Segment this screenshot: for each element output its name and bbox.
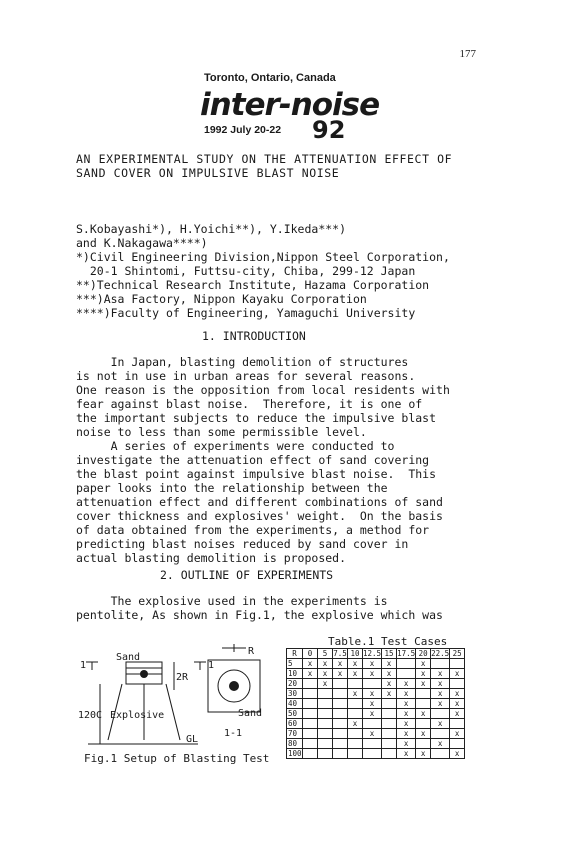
- table-cell: [431, 729, 450, 739]
- table-cell: [416, 689, 431, 699]
- label-2r: 2R: [176, 672, 189, 683]
- table-cell: [363, 749, 382, 759]
- table-cell: x: [363, 659, 382, 669]
- table-cell: [318, 729, 333, 739]
- table-cell: x: [318, 669, 333, 679]
- section-heading: 2. OUTLINE OF EXPERIMENTS: [160, 568, 334, 582]
- body-text-line: the important subjects to reduce the impulsive blast: [76, 411, 437, 425]
- table-corner: R: [287, 649, 303, 659]
- table-row-header: 60: [287, 719, 303, 729]
- table-cell: [333, 689, 348, 699]
- table-cell: x: [450, 669, 465, 679]
- table-cell: [303, 709, 318, 719]
- table-row: [287, 699, 465, 709]
- table-cell: x: [431, 719, 450, 729]
- table-cell: [348, 729, 363, 739]
- table-row-header: 70: [287, 729, 303, 739]
- table-cell: [397, 669, 416, 679]
- table-cell: x: [431, 679, 450, 689]
- body-text-line: attenuation effect and different combinations of sand: [76, 495, 443, 509]
- table-caption: Table.1 Test Cases: [328, 635, 448, 648]
- table-cell: [348, 679, 363, 689]
- body-text-line: noise to less than some permissible level.: [76, 425, 367, 439]
- table-cell: x: [363, 669, 382, 679]
- table-row: [287, 689, 465, 699]
- table-cell: x: [382, 659, 397, 669]
- page-number: 177: [459, 48, 476, 60]
- table-cell: [318, 709, 333, 719]
- table-cell: x: [382, 689, 397, 699]
- label-cut-left: 1: [80, 660, 87, 671]
- table-cell: x: [348, 669, 363, 679]
- table-cell: [450, 739, 465, 749]
- table-cell: x: [397, 689, 416, 699]
- table-cell: x: [416, 709, 431, 719]
- table-row-header: 50: [287, 709, 303, 719]
- table-cell: x: [416, 669, 431, 679]
- table-row-header: 80: [287, 739, 303, 749]
- table-cell: x: [348, 719, 363, 729]
- table-cell: x: [450, 689, 465, 699]
- table-cell: [303, 679, 318, 689]
- paper-title-line: SAND COVER ON IMPULSIVE BLAST NOISE: [76, 166, 340, 180]
- table-cell: [333, 739, 348, 749]
- affiliation-line: **)Technical Research Institute, Hazama Corporation: [76, 278, 430, 292]
- label-section: 1-1: [224, 728, 243, 739]
- table-cell: [303, 749, 318, 759]
- table-cell: [382, 709, 397, 719]
- label-explosive: Explosive: [110, 710, 165, 721]
- table-cell: [416, 739, 431, 749]
- table-cell: x: [303, 659, 318, 669]
- body-text-line: the blast point against impulsive blast noise. This: [76, 467, 437, 481]
- table-cell: [303, 739, 318, 749]
- body-text-line: pentolite, As shown in Fig.1, the explosive which was: [76, 608, 443, 622]
- table-cell: [431, 709, 450, 719]
- table-row: [287, 669, 465, 679]
- conference-date: 1992 July 20-22: [204, 124, 282, 136]
- table-cell: x: [303, 669, 318, 679]
- conference-city: Toronto, Ontario, Canada: [204, 72, 336, 84]
- table-cell: x: [333, 669, 348, 679]
- table-row: [287, 729, 465, 739]
- table-cell: x: [431, 689, 450, 699]
- table-cell: [431, 749, 450, 759]
- affiliation-line: ****)Faculty of Engineering, Yamaguchi University: [76, 306, 416, 320]
- table-cell: x: [397, 709, 416, 719]
- conference-logo: inter-noise: [200, 87, 380, 123]
- table-cell: x: [397, 699, 416, 709]
- table-column-header: 10: [348, 649, 363, 659]
- table-cell: x: [318, 659, 333, 669]
- table-cell: x: [416, 749, 431, 759]
- section-heading: 1. INTRODUCTION: [202, 329, 306, 343]
- table-cell: [333, 729, 348, 739]
- label-gl: GL: [186, 734, 199, 745]
- table-row: [287, 719, 465, 729]
- table-column-header: 12.5: [363, 649, 382, 658]
- table-cell: [450, 679, 465, 689]
- body-text-line: paper looks into the relationship between the: [76, 481, 388, 495]
- table-cell: [333, 709, 348, 719]
- table-column-header: 22.5: [431, 649, 450, 658]
- table-cell: [416, 719, 431, 729]
- table-cell: x: [450, 699, 465, 709]
- table-cell: [318, 749, 333, 759]
- body-text-line: investigate the attenuation effect of sand covering: [76, 453, 430, 467]
- table-cell: [333, 699, 348, 709]
- table-cell: x: [397, 729, 416, 739]
- table-row-header: 30: [287, 689, 303, 699]
- affiliation-line: ***)Asa Factory, Nippon Kayaku Corporation: [76, 292, 367, 306]
- table-cell: [318, 719, 333, 729]
- label-r: R: [248, 646, 255, 657]
- table-cell: x: [348, 689, 363, 699]
- table-cell: [318, 689, 333, 699]
- conference-year: 92: [312, 116, 346, 144]
- table-cell: x: [333, 659, 348, 669]
- table-cell: [363, 739, 382, 749]
- table-cell: x: [382, 679, 397, 689]
- table-cell: x: [431, 699, 450, 709]
- table-cell: x: [363, 709, 382, 719]
- label-sand-section: Sand: [238, 708, 263, 719]
- table-cell: x: [431, 669, 450, 679]
- table-row: [287, 679, 465, 689]
- table-cell: [348, 699, 363, 709]
- test-cases-table: [286, 648, 465, 759]
- paper-title-line: AN EXPERIMENTAL STUDY ON THE ATTENUATION EFFECT OF: [76, 152, 453, 166]
- table-cell: [333, 719, 348, 729]
- author-line: S.Kobayashi*), H.Yoichi**), Y.Ikeda***): [76, 222, 347, 236]
- table-column-header: 20: [416, 649, 431, 659]
- table-cell: [450, 719, 465, 729]
- table-cell: x: [416, 659, 431, 669]
- table-column-header: 5: [318, 649, 333, 659]
- label-sand: Sand: [116, 652, 141, 663]
- body-text-line: cover thickness and explosives' weight. On the basis: [76, 509, 443, 523]
- author-line: and K.Nakagawa****): [76, 236, 208, 250]
- table-header-row: [287, 649, 465, 659]
- table-cell: x: [363, 699, 382, 709]
- table-cell: [450, 659, 465, 669]
- table-cell: [382, 719, 397, 729]
- explosive-charge: [140, 670, 148, 678]
- label-cut-right: 1: [208, 660, 215, 671]
- table-cell: [303, 729, 318, 739]
- table-cell: [382, 749, 397, 759]
- table-cell: x: [397, 679, 416, 689]
- body-text-line: The explosive used in the experiments is: [76, 594, 388, 608]
- label-dim: 120C: [78, 710, 103, 721]
- table-row-header: 10: [287, 669, 303, 679]
- table-cell: [363, 679, 382, 689]
- affiliation-line: 20-1 Shintomi, Futtsu-city, Chiba, 299-12 Japan: [76, 264, 416, 278]
- table-cell: [363, 719, 382, 729]
- table-row: [287, 659, 465, 669]
- table-row: [287, 739, 465, 749]
- table-cell: x: [397, 739, 416, 749]
- table-row-header: 100: [288, 749, 302, 758]
- table-cell: [303, 699, 318, 709]
- table-cell: [382, 699, 397, 709]
- table-column-header: 7.5: [333, 649, 347, 658]
- body-text-line: actual blasting demolition is proposed.: [76, 551, 347, 565]
- table-row-header: 40: [287, 699, 303, 709]
- table-cell: [397, 659, 416, 669]
- table-cell: x: [363, 689, 382, 699]
- figure-caption: Fig.1 Setup of Blasting Test: [84, 752, 270, 765]
- body-text-line: A series of experiments were conducted to: [76, 439, 395, 453]
- table-cell: [382, 739, 397, 749]
- table-cell: [333, 679, 348, 689]
- table-cell: x: [416, 729, 431, 739]
- table-cell: x: [397, 719, 416, 729]
- affiliation-line: *)Civil Engineering Division,Nippon Steel Corporation,: [76, 250, 450, 264]
- body-text-line: In Japan, blasting demolition of structures: [76, 355, 409, 369]
- body-text-line: One reason is the opposition from local residents with: [76, 383, 450, 397]
- table-cell: [318, 739, 333, 749]
- body-text-line: predicting blast noises reduced by sand cover in: [76, 537, 409, 551]
- table-cell: x: [450, 709, 465, 719]
- table-cell: [348, 739, 363, 749]
- table-row-header: 5: [287, 659, 303, 669]
- table-cell: [333, 749, 348, 759]
- table-row-header: 20: [287, 679, 303, 689]
- table-cell: [318, 699, 333, 709]
- table-cell: [431, 659, 450, 669]
- table-cell: [382, 729, 397, 739]
- table-cell: [348, 749, 363, 759]
- table-cell: x: [348, 659, 363, 669]
- table-cell: x: [382, 669, 397, 679]
- body-text-line: is not in use in urban areas for several reasons.: [76, 369, 416, 383]
- table-cell: x: [318, 679, 333, 689]
- table-column-header: 25: [450, 649, 465, 659]
- table-cell: x: [397, 749, 416, 759]
- table-cell: x: [363, 729, 382, 739]
- table-column-header: 15: [382, 649, 397, 659]
- table-body: [287, 659, 465, 759]
- table-cell: [303, 719, 318, 729]
- body-text-line: of data obtained from the experiments, a method for: [76, 523, 430, 537]
- table-cell: x: [431, 739, 450, 749]
- table-cell: x: [450, 749, 465, 759]
- table-cell: [416, 699, 431, 709]
- body-text-line: fear against blast noise. Therefore, it is one of: [76, 397, 423, 411]
- table-column-header: 17.5: [397, 649, 416, 658]
- table-row: [287, 709, 465, 719]
- table-cell: x: [416, 679, 431, 689]
- table-row: [287, 749, 465, 759]
- table-cell: [303, 689, 318, 699]
- table-cell: [348, 709, 363, 719]
- figure-setup-diagram: [78, 640, 278, 755]
- table-column-header: 0: [303, 649, 318, 659]
- table-cell: x: [450, 729, 465, 739]
